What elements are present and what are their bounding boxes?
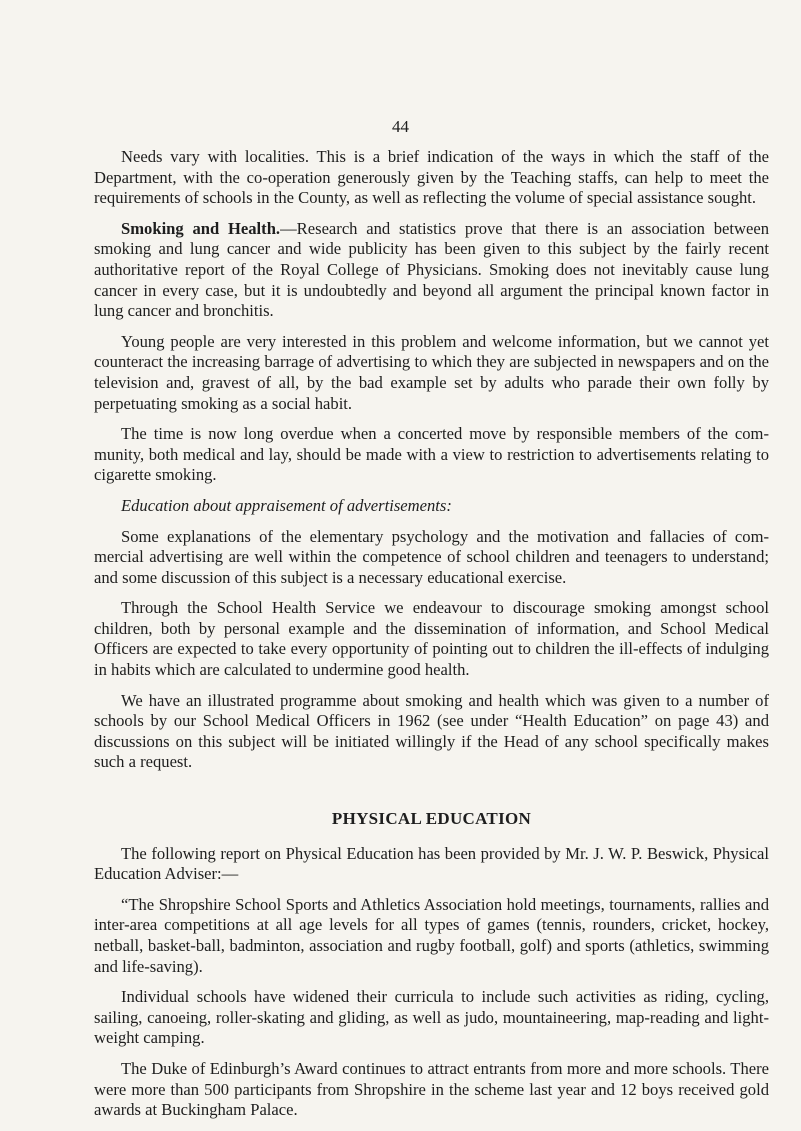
paragraph-pe-1: The following report on Physical Education has been provided by Mr. J. W. P. Beswick, Physical Education Adviser:—: [94, 843, 769, 884]
section-heading-physical-education: PHYSICAL EDUCATION: [331, 809, 532, 829]
paragraph-advertising-1: Some explanations of the elementary psychology and the motivation and fallacies of com- mercial advertising are well within the competence of school children and teenagers to understand; and some discussion of this subject is a necessary educational exercise.: [94, 526, 769, 587]
paragraph-smoking-2: The time is now long overdue when a concerted move by responsible members of the com- munity, both medical and lay, should be made with a view to restriction to advertisements relating to cigarette smoking.: [94, 424, 769, 485]
paragraph-pe-3: Individual schools have widened their curricula to include such activities as riding, cycling, sailing, canoeing, roller-skating and gliding, as well as judo, mountaineering, map-reading and light-weight camping.: [94, 987, 769, 1048]
subheading-advertisements: Education about appraisement of advertisements:: [121, 495, 452, 515]
section-heading-smoking: Smoking and Health.: [121, 218, 281, 238]
paragraph-smoking-lead: [94, 219, 769, 322]
paragraph-smoking-1: Young people are very interested in this problem and welcome information, but we cannot yet counteract the increasing barrage of advertising to which they are subjected in newspapers and on the television and, gravest of all, by the bad example set by adults who parade their own folly by perpetuating smoking as a social habit.: [94, 331, 769, 413]
smoking-lead-text: —Research and statistics prove that there is an association between smoking and lung cancer and wide publicity has been given to this subject by the fairly recent authoritative report of the Royal College of Physicians. Smoking does not inevitably cause lung cancer in every case, but it is undoubtedly and beyond all argument the principal known factor in lung cancer and bronchitis.: [94, 218, 769, 321]
page-content: [94, 147, 769, 1131]
paragraph-pe-2: “The Shropshire School Sports and Athletics Association hold meetings, tournaments, rallies and inter-area competitions at all age levels for all types of games (tennis, rounders, cricket, hockey, netball, basket-ball, badminton, association and rugby football, golf) and sports (athletics, swimming and life-saving).: [94, 894, 769, 976]
paragraph-advertising-2: Through the School Health Service we endeavour to discourage smoking amongst school children, both by personal example and the dissemination of information, and School Medical Officers are expected to take every opportunity of pointing out to children the ill-effects of indulging in habits which are calculated to undermine good health.: [94, 598, 769, 680]
paragraph-advertising-3: We have an illustrated programme about smoking and health which was given to a number of schools by our School Medical Officers in 1962 (see under “Health Education” on page 43) and discussions on this subject will be initiated willingly if the Head of any school specifically makes such a request.: [94, 690, 769, 772]
page-number: 44: [392, 117, 409, 136]
paragraph-pe-4: The Duke of Edinburgh’s Award continues to attract entrants from more and more schools. There were more than 500 participants from Shropshire in the scheme last year and 12 boys received gold awards at Buckingham Palace.: [94, 1058, 769, 1120]
paragraph-intro: Needs vary with localities. This is a brief indication of the ways in which the staff of the Department, with the co-operation generously given by the Teaching staffs, can help to meet the requirements of schools in the County, as well as reflecting the volume of special assistance sought.: [94, 147, 769, 208]
